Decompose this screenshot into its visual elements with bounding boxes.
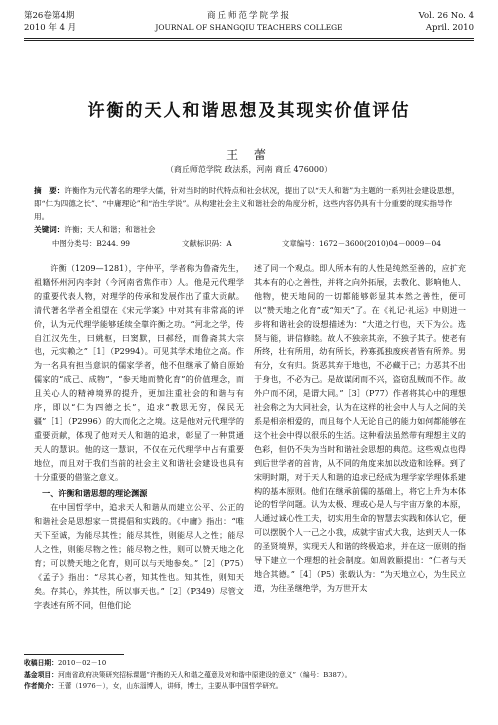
date-en: April. 2010 [425,23,474,33]
volume-issue-cn: 第26卷第4期 [24,11,75,21]
clc-number: 中图分类号：B244. 99 [52,239,130,248]
author-name: 王 蕾 [226,148,272,162]
fund-project: 基金项目：河南省政府决策研究招标课题“许衡的天人和谐之蕴意及对和谐中原建设的意义”（编号：B387）。 [24,670,352,679]
journal-name-en: JOURNAL OF SHANGQIU TEACHERS COLLEGE [155,23,343,32]
header-rule [24,38,474,39]
received-date: 收稿日期：2010－02－10 [24,659,107,667]
footnote-rule [24,654,124,655]
body-column-left [34,262,244,613]
keywords-label: 关键词： [34,225,65,234]
volume-issue-en: Vol. 26 No. 4 [418,11,474,21]
author-bio: 作者简介：王蕾（1976－），女，山东淄博人，讲师，博士，主要从事中国哲学研究。 [24,682,283,690]
keywords-line [34,223,464,236]
journal-name-cn: 商丘师范学院学报 [206,11,291,21]
article-number: 文章编号：1672－3600(2010)04－0009－04 [282,239,441,248]
abstract-body: 许衡作为元代著名的理学大儒，针对当时的时代特点和社会状况，提出了以“天人和谐”为主题的一系列社会建设思想，即“仁为四德之长”、“中庸理论”和“治生学说”。从构建社会主义和谐社会的角度分析，这些内容仍具有十分重要的现实指导作用。 [34,186,460,221]
right-column-paragraph: 述了同一个观点。即人所本有的人性是纯然至善的，应扩充其本有的心之善性，并将之向外拓展，去教化、影响他人、他物，使天地间的一切都能够彰显其本然之善性，便可以“赞天地之化育”或“知天”了。在《礼记·礼运》中则进一步将和谐社会的设想描述为：“大道之行也，天下为公。选贤与能，讲信修睦。故人不独亲其亲，不独子其子。使老有所终，壮有所用，幼有所长，矜寡孤独废疾者皆有所养。男有分，女有归。货恶其弃于地也，不必藏于己；力恶其不出于身也，不必为己。是故谋闭而不兴，盗窃乱贼而不作。故外户而不闭，是谓大同。”［3］（P77）作者将其心中的理想社会称之为大同社会，认为在这样的社会中人与人之间的关系是相亲相爱的，而且每个人无论自己的能力如何都能够在这个社会中得以很乐的生活。这种看法虽然带有理想主义的色彩，但仍不失为当时和谐社会思想的典范。这些观点也得到后世学者的首肯，从不同的角度来加以改造和诠释。到了宋明时期，对于天人和谐的追求已经成为理学家学理体系建构的基本原则。他们在继承前儒的基础上，将它上升为本体论的哲学问题。认为太极、理或心是人与宇宙万象的本原，人通过诚心性工夫，切实用生命的智慧去实践和体认它，便可以摆脱个人一己之小我，成就宇宙式大我，达到天人一体的圣贤境界，实现天人和谐的终极追求，并在这一原则的指导下建立一个理想的社会制度。如周敦颐提出：“仁者与天地合其德。”［4］（P5）张载认为：“为天地立心，为生民立道，为往圣继绝学，为万世开太 [254,263,466,593]
date-cn: 2010 年 4 月 [24,23,77,33]
body-column-right [254,262,466,596]
author-affiliation: （商丘师范学院 政法系，河南 商丘 476000） [165,165,333,174]
section-heading: 一、许衡和谐思想的理论渊源 [42,487,148,498]
section1-paragraph: 在中国哲学中，追求天人和谐从而建立公平、公正的和谐社会是思想家一贯提倡和实践的。《中庸》指出：“唯天下至诚，为能尽其性；能尽其性，则能尽人之性；能尽人之性，则能尽物之性；能尽物之性，则可以赞天地之化育；可以赞天地之化育，则可以与天地参矣。”［2］（P75）《孟子》指出：“尽其心者，知其性也。知其性，则知天矣。存其心，养其性，所以事天也。”［2］（P349）尽管文字表述有所不同，但他们论 [34,502,244,610]
keywords-body: 许衡；天人和谐；和谐社会 [64,225,156,234]
footnotes [24,658,474,693]
running-header-right [419,10,474,34]
paper-title: 许衡的天人和谐思想及其现实价值评估 [87,101,411,121]
abstract-text [34,184,464,223]
intro-paragraph: 许衡（1209—1281），字仲平，学者称为鲁斋先生，祖籍怀州河内李封（今河南省焦作市）人。他是元代理学的重要代表人物，对理学的传承和发展作出了重大贡献。清代著名学者全祖望在《宋元学案》中对其有非常高的评价，认为元代理学能够延续全靠许衡之功。“河北之学，传自江汉先生，曰姚枢，曰窦默，曰郝经，而鲁斋其大宗也，元实赖之”［1］（P2994）。可见其学术地位之高。作为一名具有担当意识的儒家学者，他不但继承了脩自原始儒家的“成己、成物”，“参天地而赞化育”的价值理念，而且关心人的精神境界的提升，更加注重社会的和谐与有序，即以“仁为四德之长”，追求“教思无穷，保民无疆”［1］（P2996）的大而化之之境。这是他对元代理学的重要贡献，体现了他对天人和谐的追求，彰显了一种贯通天人的慧识。他的这一慧识，不仅在元代理学中占有重要地位，而且对于我们当前的社会主义和谐社会建设也具有十分重要的借鉴之意义。 [34,263,244,482]
abstract-block [34,184,464,236]
abstract-label: 摘 要： [34,186,65,195]
header-rule-thin [24,40,474,41]
document-code: 文献标识码：A [182,239,232,248]
